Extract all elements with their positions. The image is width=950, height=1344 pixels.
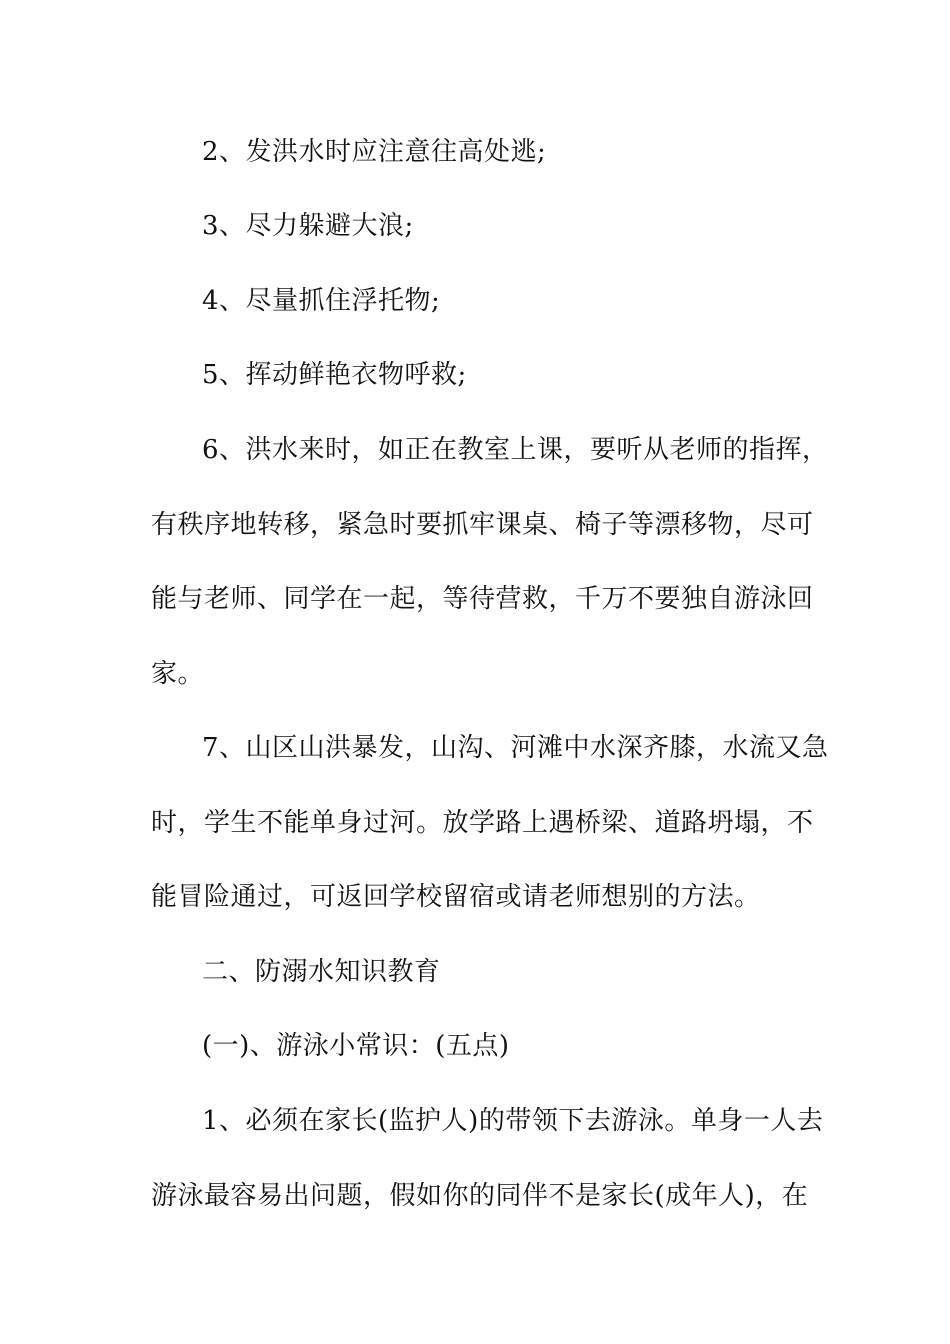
list-item-7-line-3: 能冒险通过，可返回学校留宿或请老师想别的方法。	[151, 882, 761, 912]
section-heading: 二、防溺水知识教育	[202, 957, 441, 987]
list-item-7-line-1: 7、山区山洪暴发，山沟、河滩中水深齐膝，水流又急	[202, 733, 829, 763]
list-item-6-line-3: 能与老师、同学在一起，等待营救，千万不要独自游泳回	[151, 584, 814, 614]
list-item-6-line-4: 家。	[151, 659, 205, 689]
subsection-heading: (一)、游泳小常识：(五点)	[202, 1031, 510, 1061]
tip-1-line-2: 游泳最容易出问题，假如你的同伴不是家长(成年人)，在	[151, 1181, 809, 1211]
list-item-7-line-2: 时，学生不能单身过河。放学路上遇桥梁、道路坍塌，不	[151, 808, 814, 838]
list-item-4: 4、尽量抓住浮托物;	[202, 286, 441, 316]
tip-1-line-1: 1、必须在家长(监护人)的带领下去游泳。单身一人去	[202, 1106, 824, 1136]
list-item-2: 2、发洪水时应注意往高处逃;	[202, 137, 547, 167]
list-item-6-line-2: 有秩序地转移，紧急时要抓牢课桌、椅子等漂移物，尽可	[151, 510, 814, 540]
list-item-3: 3、尽力躲避大浪;	[202, 211, 414, 241]
list-item-5: 5、挥动鲜艳衣物呼救;	[202, 360, 467, 390]
list-item-6-line-1: 6、洪水来时，如正在教室上课，要听从老师的指挥，	[202, 435, 829, 465]
